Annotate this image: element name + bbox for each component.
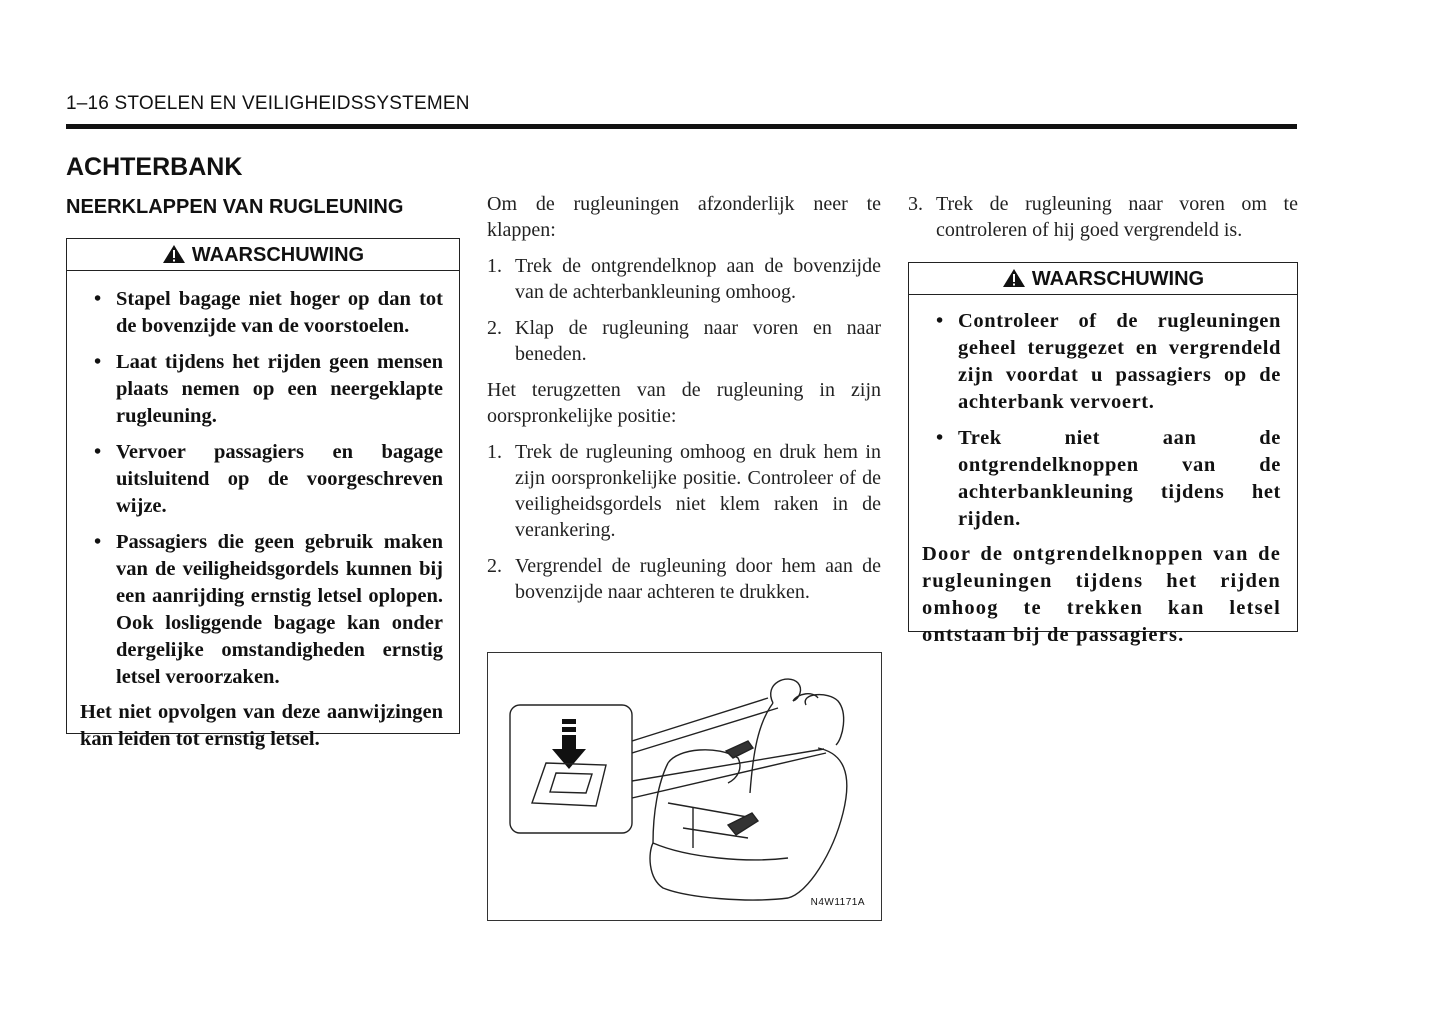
warning-bullet: • Trek niet aan de ontgrendelknoppen van de achterbankleuning tijdens het rijden. <box>922 425 1281 533</box>
step-item <box>908 191 1298 243</box>
warning-triangle-icon <box>1002 268 1026 288</box>
figure-code: N4W1171A <box>810 897 865 908</box>
header-rule <box>66 124 1297 129</box>
warning-bullet: • Passagiers die geen gebruik maken van de veiligheidsgordels kunnen bij een aanrijding ernstig letsel oplopen. Ook losliggende bagage kan onder dergelijke omstandigheden ernstig letsel veroorzaken. <box>80 529 443 691</box>
step-number: 2. <box>487 555 502 577</box>
middle-column <box>487 191 881 615</box>
warning-bullet: • Vervoer passagiers en bagage uitsluitend op de voorgeschreven wijze. <box>80 439 443 520</box>
step-number: 2. <box>487 317 502 339</box>
step-item <box>487 439 881 543</box>
warning-box <box>908 262 1298 646</box>
subsection-title: NEERKLAPPEN VAN RUGLEUNING <box>66 196 404 218</box>
running-head: 1–16 STOELEN EN VEILIGHEIDSSYSTEMEN <box>66 93 470 114</box>
step-number: 3. <box>908 193 923 215</box>
warning-header <box>909 263 1297 295</box>
step-item <box>487 315 881 367</box>
step-number: 1. <box>487 441 502 463</box>
warning-bullet: • Laat tijdens het rijden geen mensen plaats nemen op een neergeklapte rugleuning. <box>80 349 443 430</box>
warning-bullet: • Stapel bagage niet hoger op dan tot de bovenzijde van de voorstoelen. <box>80 286 443 340</box>
step-text: Trek de ontgrendelknop aan de bovenzijde van de achterbankleuning omhoog. <box>515 255 881 303</box>
step-text: Trek de rugleuning naar voren om te controleren of hij goed vergrendeld is. <box>936 193 1298 241</box>
warning-box <box>66 238 460 750</box>
warning-title: WAARSCHUWING <box>1031 268 1205 290</box>
warning-header <box>67 239 459 271</box>
step-item <box>487 553 881 605</box>
intro-fold: Om de rugleuningen afzonderlijk neer te klappen: <box>487 193 881 241</box>
warning-title: WAARSCHUWING <box>191 244 365 266</box>
step-item <box>487 253 881 305</box>
section-title: ACHTERBANK <box>66 153 243 181</box>
warning-bullet: • Controleer of de rugleuningen geheel teruggezet en vergrendeld zijn voordat u passagiers op de achterbank vervoert. <box>922 308 1281 416</box>
step-text: Trek de rugleuning omhoog en druk hem in zijn oorspronkelijke positie. Controleer of de veiligheidsgordels niet klem raken in de verankering. <box>515 441 881 541</box>
warning-footer: Door de ontgrendelknoppen van de rugleuningen tijdens het rijden omhoog te trekken kan letsel ontstaan bij de passagiers. <box>922 543 1281 646</box>
warning-triangle-icon <box>162 244 186 264</box>
step-text: Klap de rugleuning naar voren en naar beneden. <box>515 317 881 365</box>
intro-restore: Het terugzetten van de rugleuning in zijn oorspronkelijke positie: <box>487 379 881 427</box>
step-number: 1. <box>487 255 502 277</box>
warning-footer: Het niet opvolgen van deze aanwijzingen kan leiden tot ernstig letsel. <box>80 701 443 750</box>
seat-illustration <box>487 652 882 921</box>
step-text: Vergrendel de rugleuning door hem aan de bovenzijde naar achteren te drukken. <box>515 555 881 603</box>
right-column <box>908 191 1298 253</box>
